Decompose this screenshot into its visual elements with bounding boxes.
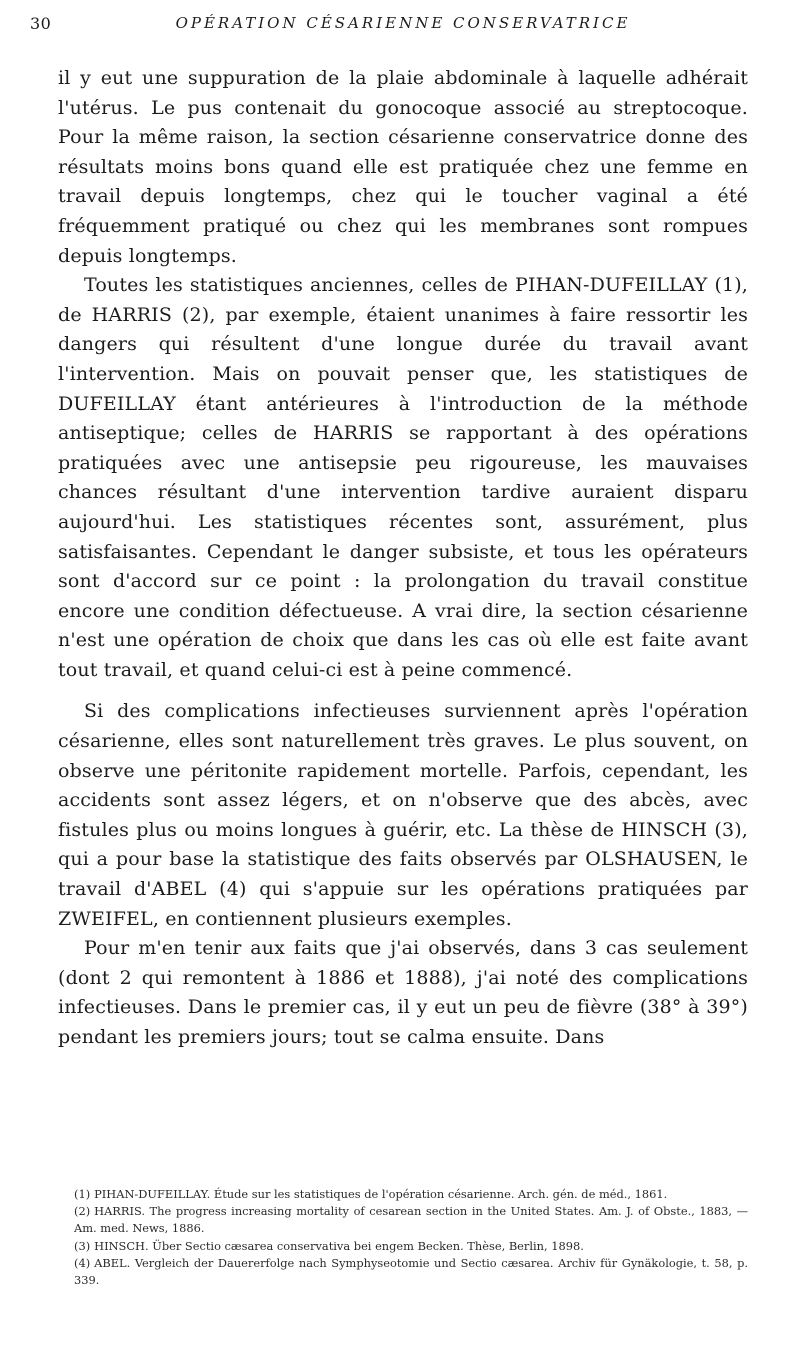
footnote-text: ABEL. Vergleich der Dauererfolge nach Symphyseotomie und Sectio cæsarea. Archiv für Gynäkologie, t. 58, p. 339. bbox=[74, 1255, 748, 1288]
page-header bbox=[30, 14, 748, 42]
footnote-number: (4) bbox=[74, 1255, 91, 1270]
paragraph: il y eut une suppuration de la plaie abdominale à laquelle adhérait l'utérus. Le pus contenait du gonocoque associé au streptocoque. Pour la même raison, la section césarienne conservatrice donne des résultats moins bons quand elle est pratiquée chez une femme en travail depuis longtemps, chez qui le toucher vaginal a été fréquemment pratiqué ou chez qui les membranes sont rompues depuis longtemps. bbox=[58, 67, 748, 267]
footnote bbox=[74, 1255, 748, 1289]
footnote bbox=[74, 1186, 748, 1203]
footnotes bbox=[74, 1186, 748, 1289]
footnote-text: HARRIS. The progress increasing mortality of cesarean section in the United States. Am. J. of Obste., 1883, — Am. med. News, 1886. bbox=[74, 1204, 748, 1236]
page-number: 30 bbox=[30, 14, 52, 33]
running-title: OPÉRATION CÉSARIENNE CONSERVATRICE bbox=[175, 14, 631, 32]
paragraph: Pour m'en tenir aux faits que j'ai observés, dans 3 cas seulement (dont 2 qui remontent à 1886 et 1888), j'ai noté des complications infectieuses. Dans le premier cas, il y eut un peu de fièvre (38° à 39°) pendant les premiers jours; tout se calma ensuite. Dans bbox=[58, 937, 748, 1048]
footnote-number: (1) bbox=[74, 1187, 91, 1201]
body-text bbox=[58, 64, 748, 1053]
footnote-text: HINSCH. Über Sectio cæsarea conservativa bei engem Becken. Thèse, Berlin, 1898. bbox=[94, 1238, 584, 1253]
footnote bbox=[74, 1238, 748, 1255]
paragraph: Si des complications infectieuses surviennent après l'opération césarienne, elles sont naturellement très graves. Le plus souvent, on observe une péritonite rapidement mortelle. Parfois, cependant, les accidents sont assez légers, et on n'observe que des abcès, avec fistules plus ou moins longues à guérir, etc. La thèse de HINSCH (3), qui a pour base la statistique des faits observés par OLSHAUSEN, le travail d'ABEL (4) qui s'appuie sur les opérations pratiquées par ZWEIFEL, en contiennent plusieurs exemples. bbox=[58, 700, 748, 930]
paragraph: Toutes les statistiques anciennes, celles de PIHAN-DUFEILLAY (1), de HARRIS (2), par exemple, étaient unanimes à faire ressortir les dangers qui résultent d'une longue durée du travail avant l'intervention. Mais on pouvait penser que, les statistiques de DUFEILLAY étant antérieures à l'introduction de la méthode antiseptique; celles de HARRIS se rapportant à des opérations pratiquées avec une antisepsie peu rigoureuse, les mauvaises chances résultant d'une intervention tardive auraient disparu aujourd'hui. Les statistiques récentes sont, assurément, plus satisfaisantes. Cependant le danger subsiste, et tous les opérateurs sont d'accord sur ce point : la prolongation du travail constitue encore une condition défectueuse. A vrai dire, la section césarienne n'est une opération de choix que dans les cas où elle est faite avant tout travail, et quand celui-ci est à peine commencé. bbox=[58, 274, 748, 681]
footnote bbox=[74, 1203, 748, 1237]
footnote-text: PIHAN-DUFEILLAY. Étude sur les statistiques de l'opération césarienne. Arch. gén. de méd., 1861. bbox=[94, 1187, 668, 1201]
footnote-number: (3) bbox=[74, 1238, 91, 1253]
footnote-number: (2) bbox=[74, 1204, 91, 1219]
